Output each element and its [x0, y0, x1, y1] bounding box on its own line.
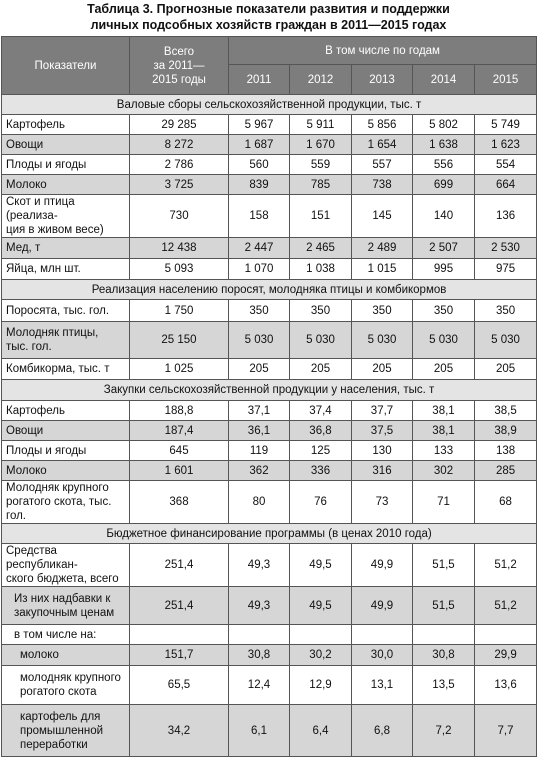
table-row	[2, 645, 537, 666]
row-total: 5 093	[130, 259, 229, 280]
section-header: Валовые сборы сельскохозяйственной продукции, тыс. т	[2, 95, 537, 115]
cell-2012: 5 911	[290, 115, 352, 135]
cell-2012: 559	[290, 155, 352, 175]
cell-2015: 136	[475, 195, 537, 238]
section-header: Реализация населению поросят, молодняка птицы и комбикормов	[2, 280, 537, 300]
cell-2013: 37,7	[352, 401, 413, 421]
cell-2012: 336	[290, 461, 352, 481]
empty-cell	[352, 625, 413, 645]
row-label-l2: рогатого скота	[20, 686, 97, 698]
row-label-l1: Скот и птица (реализа-	[6, 196, 75, 222]
row-label-l1: Молодняк птицы,	[6, 327, 99, 339]
table-row	[2, 544, 537, 587]
table-row	[2, 322, 537, 359]
row-label	[2, 666, 130, 705]
header-year-2014: 2014	[413, 65, 475, 95]
cell-2011: 12,4	[229, 666, 290, 705]
cell-2015: 664	[475, 175, 537, 195]
row-label-l1: Средства республикан-	[6, 545, 78, 571]
cell-2013: 49,9	[352, 587, 413, 625]
row-label	[2, 587, 130, 625]
row-label: Мед, т	[2, 238, 130, 259]
table-row	[2, 625, 537, 645]
cell-2015: 138	[475, 441, 537, 461]
row-label-l1: Молодняк крупного	[6, 482, 109, 494]
cell-2011: 80	[229, 481, 290, 524]
cell-2015: 1 623	[475, 135, 537, 155]
row-label: в том числе на:	[2, 625, 130, 645]
caption-line-2: личных подсобных хозяйств граждан в 2011—2015 годах	[90, 18, 447, 32]
table-row	[2, 115, 537, 135]
row-label-l2: рогатого скота, тыс. гол.	[6, 496, 112, 522]
table-row	[2, 666, 537, 705]
row-label: Овощи	[2, 135, 130, 155]
cell-2015: 68	[475, 481, 537, 524]
section-header: Бюджетное финансирование программы (в ценах 2010 года)	[2, 524, 537, 544]
row-label-l1: Из них надбавки к	[14, 592, 111, 605]
table-row	[2, 705, 537, 757]
cell-2013: 49,9	[352, 544, 413, 587]
row-total: 187,4	[130, 421, 229, 441]
header-total-l1: Всего	[163, 45, 195, 58]
data-table	[1, 36, 537, 757]
cell-2011: 158	[229, 195, 290, 238]
row-label-l2: промышленной	[20, 724, 104, 737]
cell-2014: 51,5	[413, 544, 475, 587]
row-total: 3 725	[130, 175, 229, 195]
row-total: 29 285	[130, 115, 229, 135]
cell-2015: 38,9	[475, 421, 537, 441]
cell-2014: 302	[413, 461, 475, 481]
cell-2014: 995	[413, 259, 475, 280]
header-year-2012: 2012	[290, 65, 352, 95]
table-row	[2, 195, 537, 238]
cell-2015: 51,2	[475, 587, 537, 625]
header-year-2015: 2015	[475, 65, 537, 95]
cell-2011: 5 967	[229, 115, 290, 135]
cell-2013: 37,5	[352, 421, 413, 441]
cell-2015: 5 030	[475, 322, 537, 359]
row-total: 1 025	[130, 359, 229, 380]
caption-line-1: Таблица 3. Прогнозные показатели развития и поддержки	[87, 2, 450, 16]
cell-2015: 205	[475, 359, 537, 380]
table-row	[2, 461, 537, 481]
row-total: 25 150	[130, 322, 229, 359]
cell-2011: 839	[229, 175, 290, 195]
row-label	[2, 544, 130, 587]
row-label: Молоко	[2, 175, 130, 195]
header-indicators: Показатели	[2, 37, 130, 95]
cell-2013: 350	[352, 300, 413, 322]
row-label-l2: ция в живом весе)	[6, 224, 104, 236]
cell-2014: 350	[413, 300, 475, 322]
cell-2014: 7,2	[413, 705, 475, 757]
row-total: 251,4	[130, 587, 229, 625]
cell-2013: 73	[352, 481, 413, 524]
cell-2011: 350	[229, 300, 290, 322]
cell-2013: 145	[352, 195, 413, 238]
row-total: 251,4	[130, 544, 229, 587]
cell-2012: 37,4	[290, 401, 352, 421]
cell-2015: 285	[475, 461, 537, 481]
row-label: Картофель	[2, 115, 130, 135]
cell-2015: 2 530	[475, 238, 537, 259]
cell-2015: 5 749	[475, 115, 537, 135]
cell-2015: 38,5	[475, 401, 537, 421]
row-total: 1 750	[130, 300, 229, 322]
table-row	[2, 401, 537, 421]
row-total: 368	[130, 481, 229, 524]
cell-2011: 560	[229, 155, 290, 175]
cell-2011: 119	[229, 441, 290, 461]
cell-2012: 2 465	[290, 238, 352, 259]
table-row	[2, 359, 537, 380]
row-label-l2: закупочным ценам	[14, 606, 115, 619]
table-row	[2, 135, 537, 155]
cell-2012: 36,8	[290, 421, 352, 441]
row-label	[2, 195, 130, 238]
row-label-l3: переработки	[20, 738, 88, 751]
cell-2014: 133	[413, 441, 475, 461]
cell-2014: 205	[413, 359, 475, 380]
cell-2011: 362	[229, 461, 290, 481]
header-year-2011: 2011	[229, 65, 290, 95]
header-total	[130, 37, 229, 95]
cell-2011: 49,3	[229, 587, 290, 625]
cell-2011: 5 030	[229, 322, 290, 359]
table-row	[2, 481, 537, 524]
cell-2012: 785	[290, 175, 352, 195]
section-header: Закупки сельскохозяйственной продукции у населения, тыс. т	[2, 380, 537, 401]
row-label-l1: молодняк крупного	[20, 672, 121, 684]
table-row	[2, 155, 537, 175]
cell-2014: 1 638	[413, 135, 475, 155]
cell-2013: 738	[352, 175, 413, 195]
cell-2014: 38,1	[413, 401, 475, 421]
cell-2012: 49,5	[290, 544, 352, 587]
cell-2012: 125	[290, 441, 352, 461]
cell-2012: 205	[290, 359, 352, 380]
cell-2015: 350	[475, 300, 537, 322]
table-row	[2, 300, 537, 322]
row-total: 1 601	[130, 461, 229, 481]
row-total: 730	[130, 195, 229, 238]
row-total: 2 786	[130, 155, 229, 175]
cell-2012: 1 038	[290, 259, 352, 280]
row-total: 8 272	[130, 135, 229, 155]
cell-2014: 30,8	[413, 645, 475, 666]
cell-2012: 49,5	[290, 587, 352, 625]
table-caption	[0, 0, 537, 36]
header-by-year: В том числе по годам	[229, 37, 537, 65]
cell-2015: 975	[475, 259, 537, 280]
table-row	[2, 587, 537, 625]
row-total: 645	[130, 441, 229, 461]
cell-2014: 2 507	[413, 238, 475, 259]
row-label	[2, 705, 130, 757]
cell-2013: 13,1	[352, 666, 413, 705]
empty-cell	[290, 625, 352, 645]
cell-2012: 1 670	[290, 135, 352, 155]
row-label-l2: тыс. гол.	[6, 341, 52, 353]
empty-cell	[130, 625, 229, 645]
empty-cell	[413, 625, 475, 645]
row-label	[2, 481, 130, 524]
table-row	[2, 421, 537, 441]
cell-2012: 30,2	[290, 645, 352, 666]
table-row	[2, 238, 537, 259]
table-row	[2, 259, 537, 280]
cell-2013: 130	[352, 441, 413, 461]
empty-cell	[475, 625, 537, 645]
row-label: молоко	[2, 645, 130, 666]
cell-2013: 557	[352, 155, 413, 175]
cell-2014: 51,5	[413, 587, 475, 625]
cell-2013: 1 654	[352, 135, 413, 155]
cell-2011: 49,3	[229, 544, 290, 587]
cell-2014: 140	[413, 195, 475, 238]
cell-2013: 5 030	[352, 322, 413, 359]
cell-2013: 30,0	[352, 645, 413, 666]
row-label-l1: картофель для	[20, 710, 101, 723]
cell-2011: 36,1	[229, 421, 290, 441]
cell-2012: 12,9	[290, 666, 352, 705]
cell-2014: 556	[413, 155, 475, 175]
row-label: Картофель	[2, 401, 130, 421]
row-total: 188,8	[130, 401, 229, 421]
cell-2015: 29,9	[475, 645, 537, 666]
cell-2011: 2 447	[229, 238, 290, 259]
row-label: Комбикорма, тыс. т	[2, 359, 130, 380]
cell-2014: 13,5	[413, 666, 475, 705]
cell-2015: 13,6	[475, 666, 537, 705]
row-label: Плоды и ягоды	[2, 441, 130, 461]
cell-2014: 699	[413, 175, 475, 195]
cell-2014: 38,1	[413, 421, 475, 441]
cell-2011: 1 070	[229, 259, 290, 280]
header-total-l2: за 2011—	[153, 59, 205, 72]
cell-2015: 7,7	[475, 705, 537, 757]
row-total: 12 438	[130, 238, 229, 259]
row-total: 34,2	[130, 705, 229, 757]
cell-2011: 30,8	[229, 645, 290, 666]
cell-2011: 205	[229, 359, 290, 380]
cell-2014: 71	[413, 481, 475, 524]
table-row	[2, 441, 537, 461]
row-label: Молоко	[2, 461, 130, 481]
row-label	[2, 322, 130, 359]
header-year-2013: 2013	[352, 65, 413, 95]
cell-2013: 2 489	[352, 238, 413, 259]
cell-2013: 5 856	[352, 115, 413, 135]
row-total: 65,5	[130, 666, 229, 705]
header-total-l3: 2015 годы	[152, 73, 206, 86]
cell-2014: 5 802	[413, 115, 475, 135]
row-label: Овощи	[2, 421, 130, 441]
cell-2011: 1 687	[229, 135, 290, 155]
cell-2014: 5 030	[413, 322, 475, 359]
table-row	[2, 175, 537, 195]
row-label-l2: ского бюджета, всего	[6, 573, 119, 585]
row-total: 151,7	[130, 645, 229, 666]
cell-2012: 350	[290, 300, 352, 322]
cell-2011: 6,1	[229, 705, 290, 757]
row-label: Яйца, млн шт.	[2, 259, 130, 280]
row-label: Поросята, тыс. гол.	[2, 300, 130, 322]
cell-2011: 37,1	[229, 401, 290, 421]
cell-2012: 6,4	[290, 705, 352, 757]
header-row-1	[2, 37, 537, 65]
cell-2013: 6,8	[352, 705, 413, 757]
cell-2015: 554	[475, 155, 537, 175]
cell-2012: 151	[290, 195, 352, 238]
cell-2013: 205	[352, 359, 413, 380]
cell-2012: 5 030	[290, 322, 352, 359]
cell-2013: 316	[352, 461, 413, 481]
cell-2012: 76	[290, 481, 352, 524]
cell-2013: 1 015	[352, 259, 413, 280]
empty-cell	[229, 625, 290, 645]
cell-2015: 51,2	[475, 544, 537, 587]
row-label: Плоды и ягоды	[2, 155, 130, 175]
